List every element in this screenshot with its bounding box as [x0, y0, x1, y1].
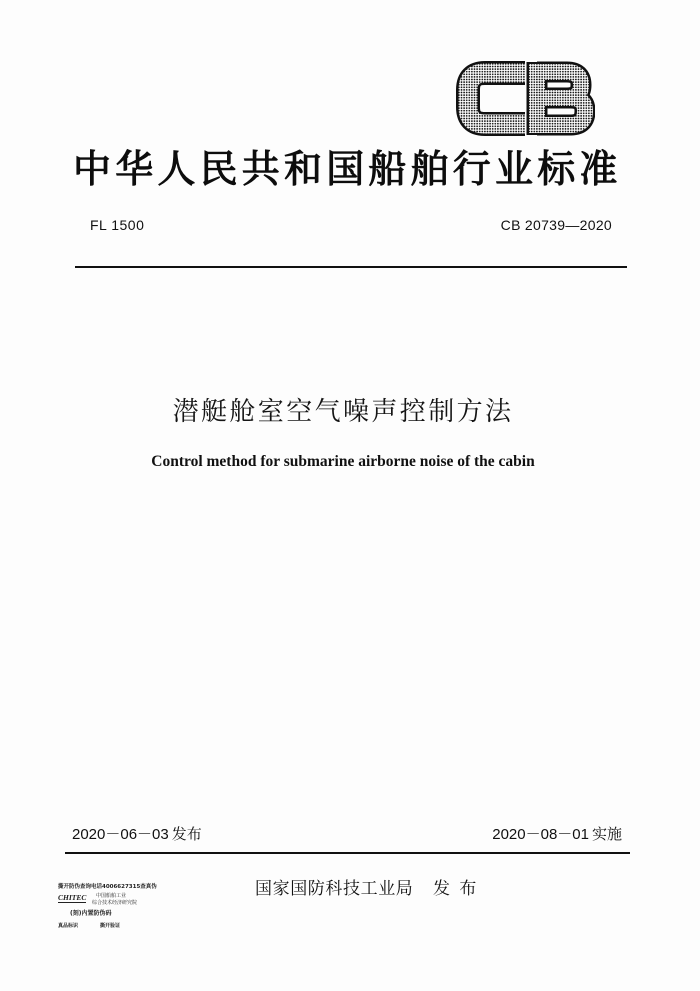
cb-logo [455, 60, 595, 137]
logo-b-fill [537, 64, 585, 133]
bottom-divider [65, 852, 630, 854]
implementation-date-label: 实施 [591, 825, 622, 843]
issue-date-value: 2020－06－03 [72, 826, 169, 843]
issue-date [72, 824, 202, 845]
top-divider [75, 266, 627, 268]
standard-category-title: 中华人民共和国船舶行业标准 [73, 147, 622, 191]
stamp-hotline: 撕开防伪查询电话4006627315查真伪 [58, 884, 157, 890]
stamp-code: (刻)内置防伪码 [70, 910, 112, 917]
document-title-en: Control method for submarine airborne noise of the cabin [151, 453, 535, 470]
stamp-mark-right: 撕开验证 [100, 923, 121, 929]
logo-c-fill [468, 73, 525, 124]
stamp-logo: CHITEC [58, 893, 87, 902]
document-title-cn: 潜艇舱室空气噪声控制方法 [172, 397, 514, 427]
stamp-org-line1: 中国船舶工业 [96, 893, 127, 899]
implementation-date [492, 824, 622, 845]
anti-counterfeit-stamp [56, 882, 157, 938]
stamp-org-line2: 综合技术经济研究院 [92, 900, 138, 906]
classification-code: FL 1500 [90, 217, 145, 233]
publisher-action: 发 布 [433, 879, 479, 899]
issue-date-label: 发布 [171, 825, 202, 843]
implementation-date-value: 2020－08－01 [492, 826, 589, 843]
stamp-mark-left: 真品标识 [58, 923, 79, 929]
publisher-name: 国家国防科技工业局 [255, 879, 414, 899]
standard-number: CB 20739—2020 [500, 217, 612, 233]
